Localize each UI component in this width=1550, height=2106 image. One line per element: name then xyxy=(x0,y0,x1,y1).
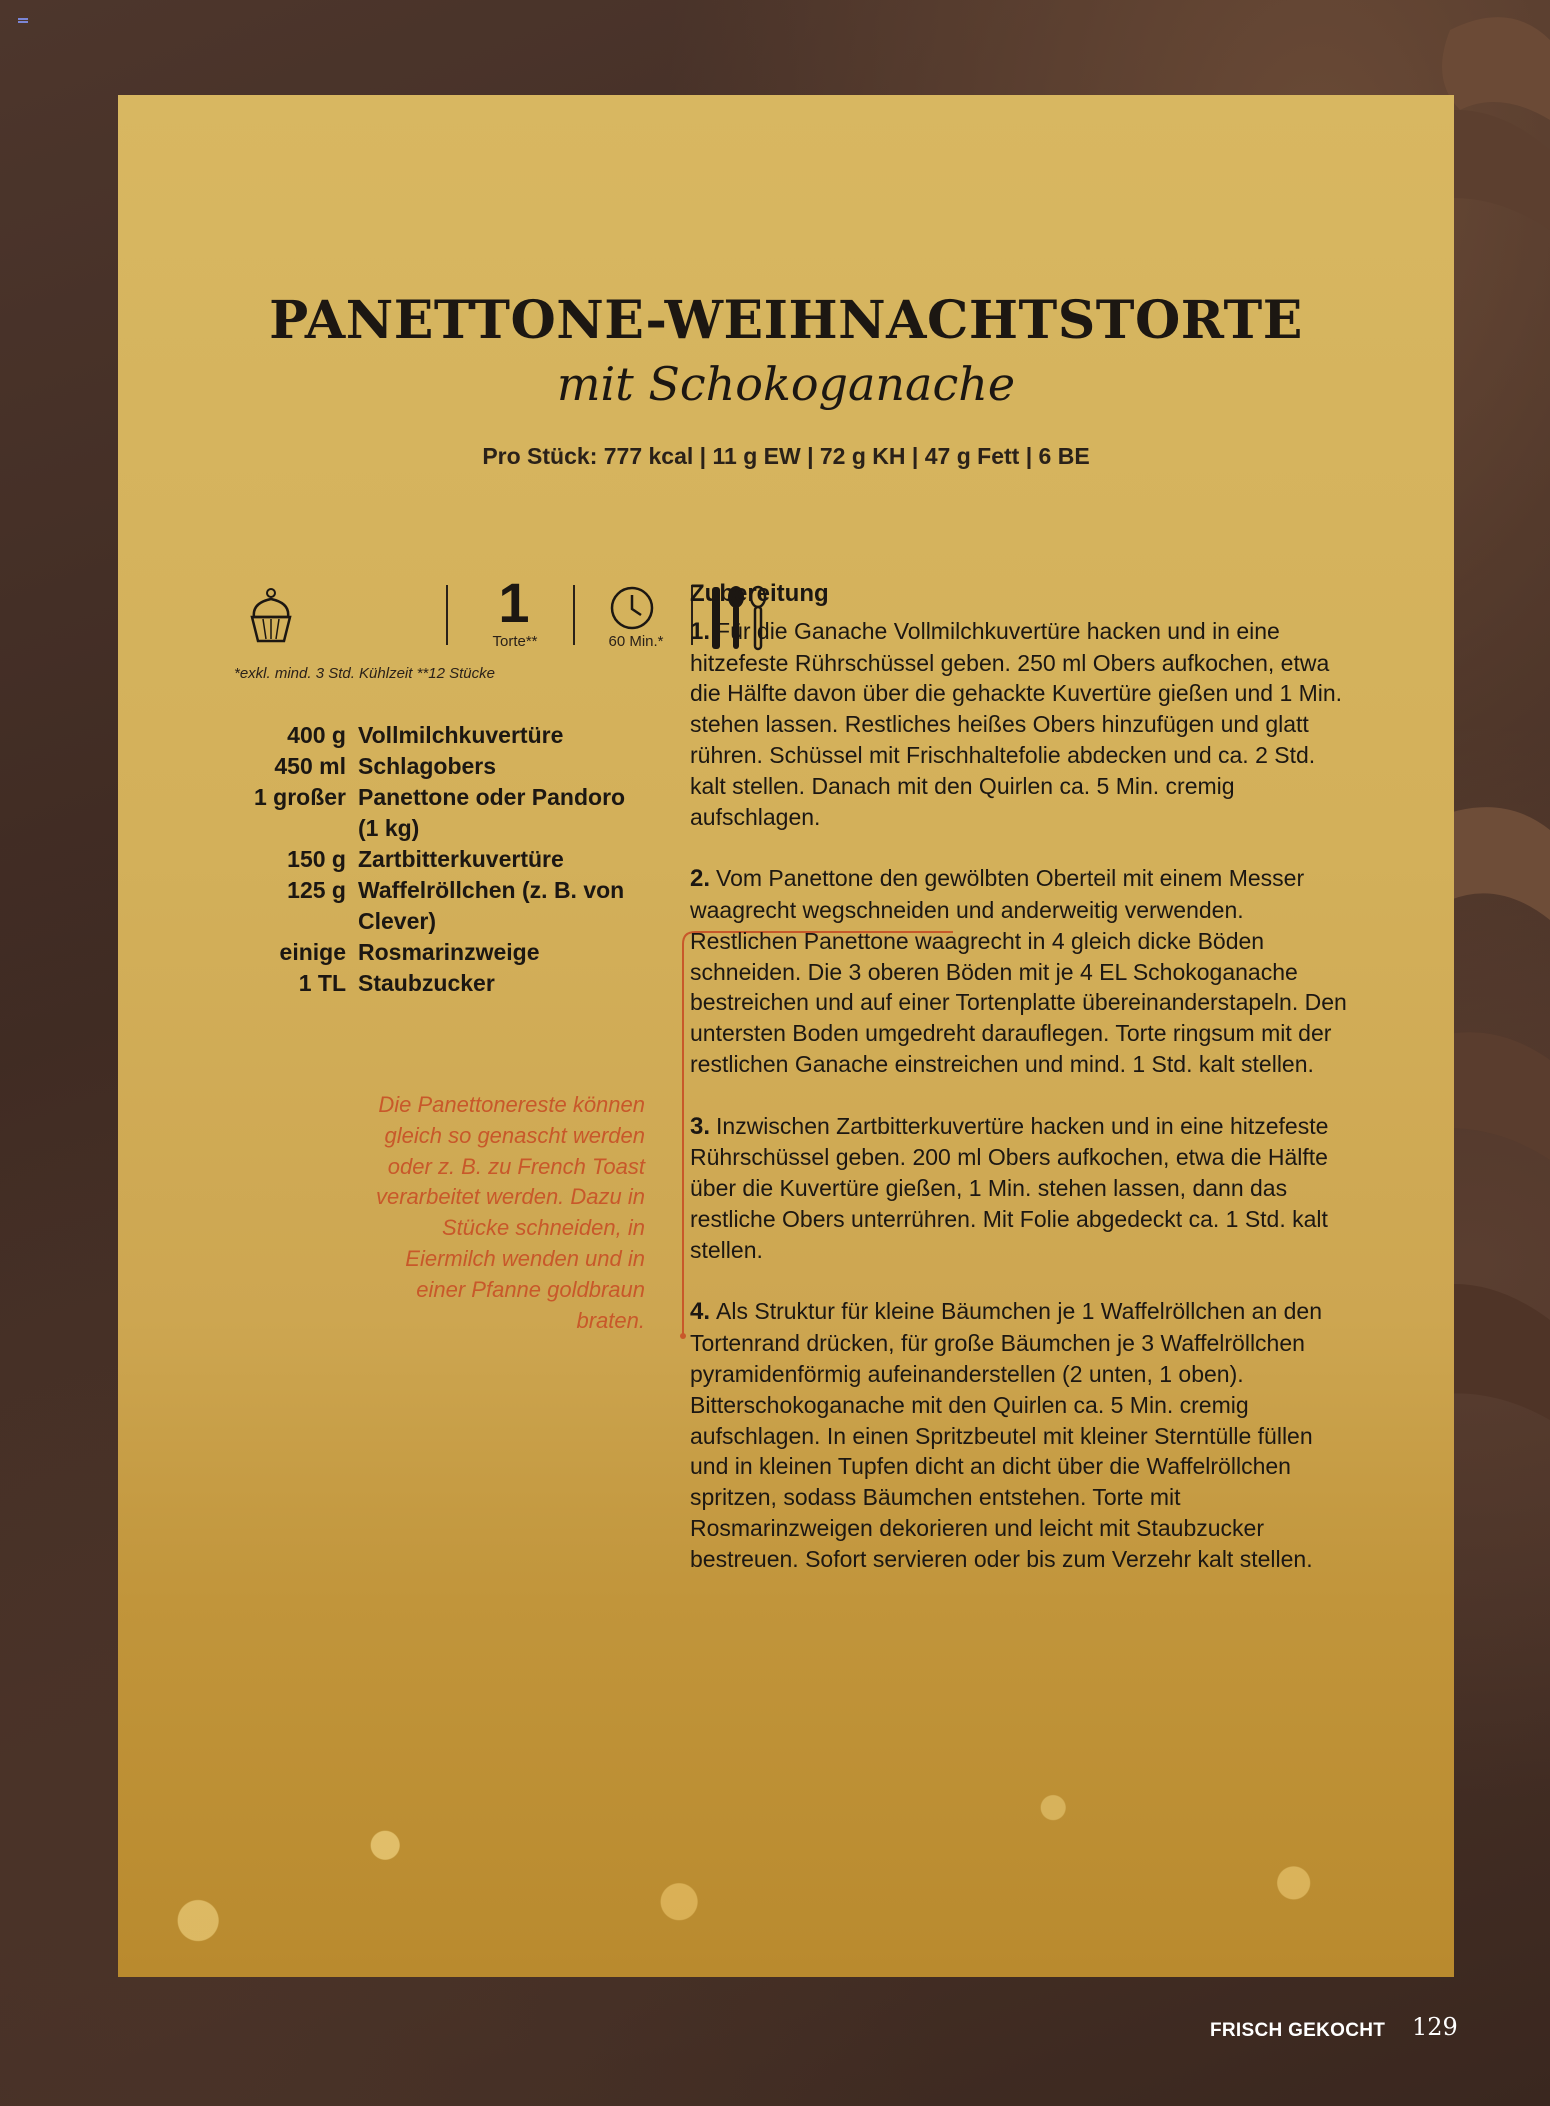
menu-icon[interactable] xyxy=(18,18,28,26)
recipe-card xyxy=(118,95,1454,1977)
ingredient-row xyxy=(218,782,638,844)
ingredient-row xyxy=(218,751,638,782)
servings-number: 1 xyxy=(498,571,530,634)
clock-icon xyxy=(609,585,655,631)
servings-label: Torte** xyxy=(492,633,538,650)
step-text: Inzwischen Zartbitterkuvertüre hacken und in eine hitzefeste Rührschüssel geben. 200 ml Obers aufkochen, etwa die Hälfte über die Kuvertüre gießen, 1 Min. stehen lassen, dann das restliche Obers unterrühren. Mit Folie abgedeckt ca. 1 Std. kalt stellen. xyxy=(690,1112,1329,1263)
preparation-step xyxy=(690,863,1350,1080)
section-label: FRISCH GEKOCHT xyxy=(1210,2020,1386,2041)
step-number: 4. xyxy=(690,1298,711,1326)
tip-text: Die Panettonereste können gleich so genascht werden oder z. B. zu French Toast verarbeitet werden. Dazu in Stücke schneiden, in Eiermilch wenden und in einer Pfanne goldbraun braten. xyxy=(375,1092,645,1333)
ingredient-name: Panettone oder Pandoro (1 kg) xyxy=(358,784,626,841)
divider xyxy=(573,585,575,645)
cupcake-icon xyxy=(246,585,296,645)
recipe-subtitle: mit Schokoganache xyxy=(556,357,1016,411)
ingredients-list xyxy=(218,720,638,999)
ingredient-name: Rosmarinzweige xyxy=(358,939,540,965)
ingredient-name: Schlagobers xyxy=(358,753,497,779)
nutrition-info: Pro Stück: 777 kcal | 11 g EW | 72 g KH | 47 g Fett | 6 BE xyxy=(482,443,1090,469)
ingredient-row xyxy=(218,968,638,999)
ingredient-name: Zartbitterkuvertüre xyxy=(358,846,564,872)
ingredient-row xyxy=(218,844,638,875)
preparation-step xyxy=(690,1296,1350,1574)
ingredient-qty: 450 ml xyxy=(274,753,346,779)
ingredient-row xyxy=(218,875,638,937)
page-number: 129 xyxy=(1412,2013,1458,2041)
divider xyxy=(446,585,448,645)
ingredient-row xyxy=(218,937,638,968)
ingredient-qty: 125 g xyxy=(287,877,346,903)
ingredient-qty: 1 TL xyxy=(298,970,346,996)
ingredient-qty: 400 g xyxy=(287,722,346,748)
footnote: *exkl. mind. 3 Std. Kühlzeit **12 Stücke xyxy=(234,665,495,682)
step-number: 3. xyxy=(690,1112,711,1140)
ingredient-name: Vollmilchkuvertüre xyxy=(358,722,564,748)
step-number: 2. xyxy=(690,865,711,893)
preparation-heading: Zubereitung xyxy=(690,580,829,607)
ingredient-qty: einige xyxy=(279,939,346,965)
step-text: Vom Panettone den gewölbten Oberteil mit einem Messer waagrecht wegschneiden und anderweitig verwenden. Restlichen Panettone waagrecht in 4 gleich dicke Böden schneiden. Die 3 oberen Böden mit je 4 EL Schokoganache bestreichen und auf einer Tortenplatte übereinanderstapeln. Den untersten Boden umgedreht darauflegen. Torte ringsum mit der restlichen Ganache einstreichen und mind. 1 Std. kalt stellen. xyxy=(690,865,1347,1077)
ingredient-name: Staubzucker xyxy=(358,970,495,996)
preparation-step xyxy=(690,616,1350,833)
preparation-section xyxy=(690,579,1350,1605)
step-text: Als Struktur für kleine Bäumchen je 1 Waffelröllchen an den Tortenrand drücken, für große Bäumchen je 3 Waffelröllchen pyramidenförmig aufeinanderstellen (2 unten, 1 oben). Bitterschokoganache mit den Quirlen ca. 5 Min. cremig aufschlagen. In einen Spritzbeutel mit kleiner Sterntülle füllen und in kleinen Tupfen dicht an dicht über die Waffelröllchen spritzen, sodass Bäumchen entstehen. Torte mit Rosmarinzweigen dekorieren und leicht mit Staubzucker bestreuen. Sofort servieren oder bis zum Verzehr kalt stellen. xyxy=(690,1298,1323,1572)
ingredient-qty: 150 g xyxy=(287,846,346,872)
recipe-title: PANETTONE-WEIHNACHTSTORTE xyxy=(269,290,1303,351)
ingredient-name: Waffelröllchen (z. B. von Clever) xyxy=(358,877,625,934)
step-number: 1. xyxy=(690,617,711,645)
preparation-step xyxy=(690,1111,1350,1266)
ingredient-qty: 1 großer xyxy=(253,784,346,810)
ingredient-row xyxy=(218,720,638,751)
time-label: 60 Min.* xyxy=(608,633,664,650)
step-text: Für die Ganache Vollmilchkuvertüre hacken und in eine hitzefeste Rührschüssel geben. 250 ml Obers aufkochen, etwa die Hälfte davon über die gehackte Kuvertüre gießen und 1 Min. stehen lassen. Restliches heißes Obers hinzufügen und glatt rühren. Schüssel mit Frischhaltefolie abdecken und ca. 2 Std. kalt stellen. Danach mit den Quirlen ca. 5 Min. cremig aufschlagen. xyxy=(690,617,1343,830)
